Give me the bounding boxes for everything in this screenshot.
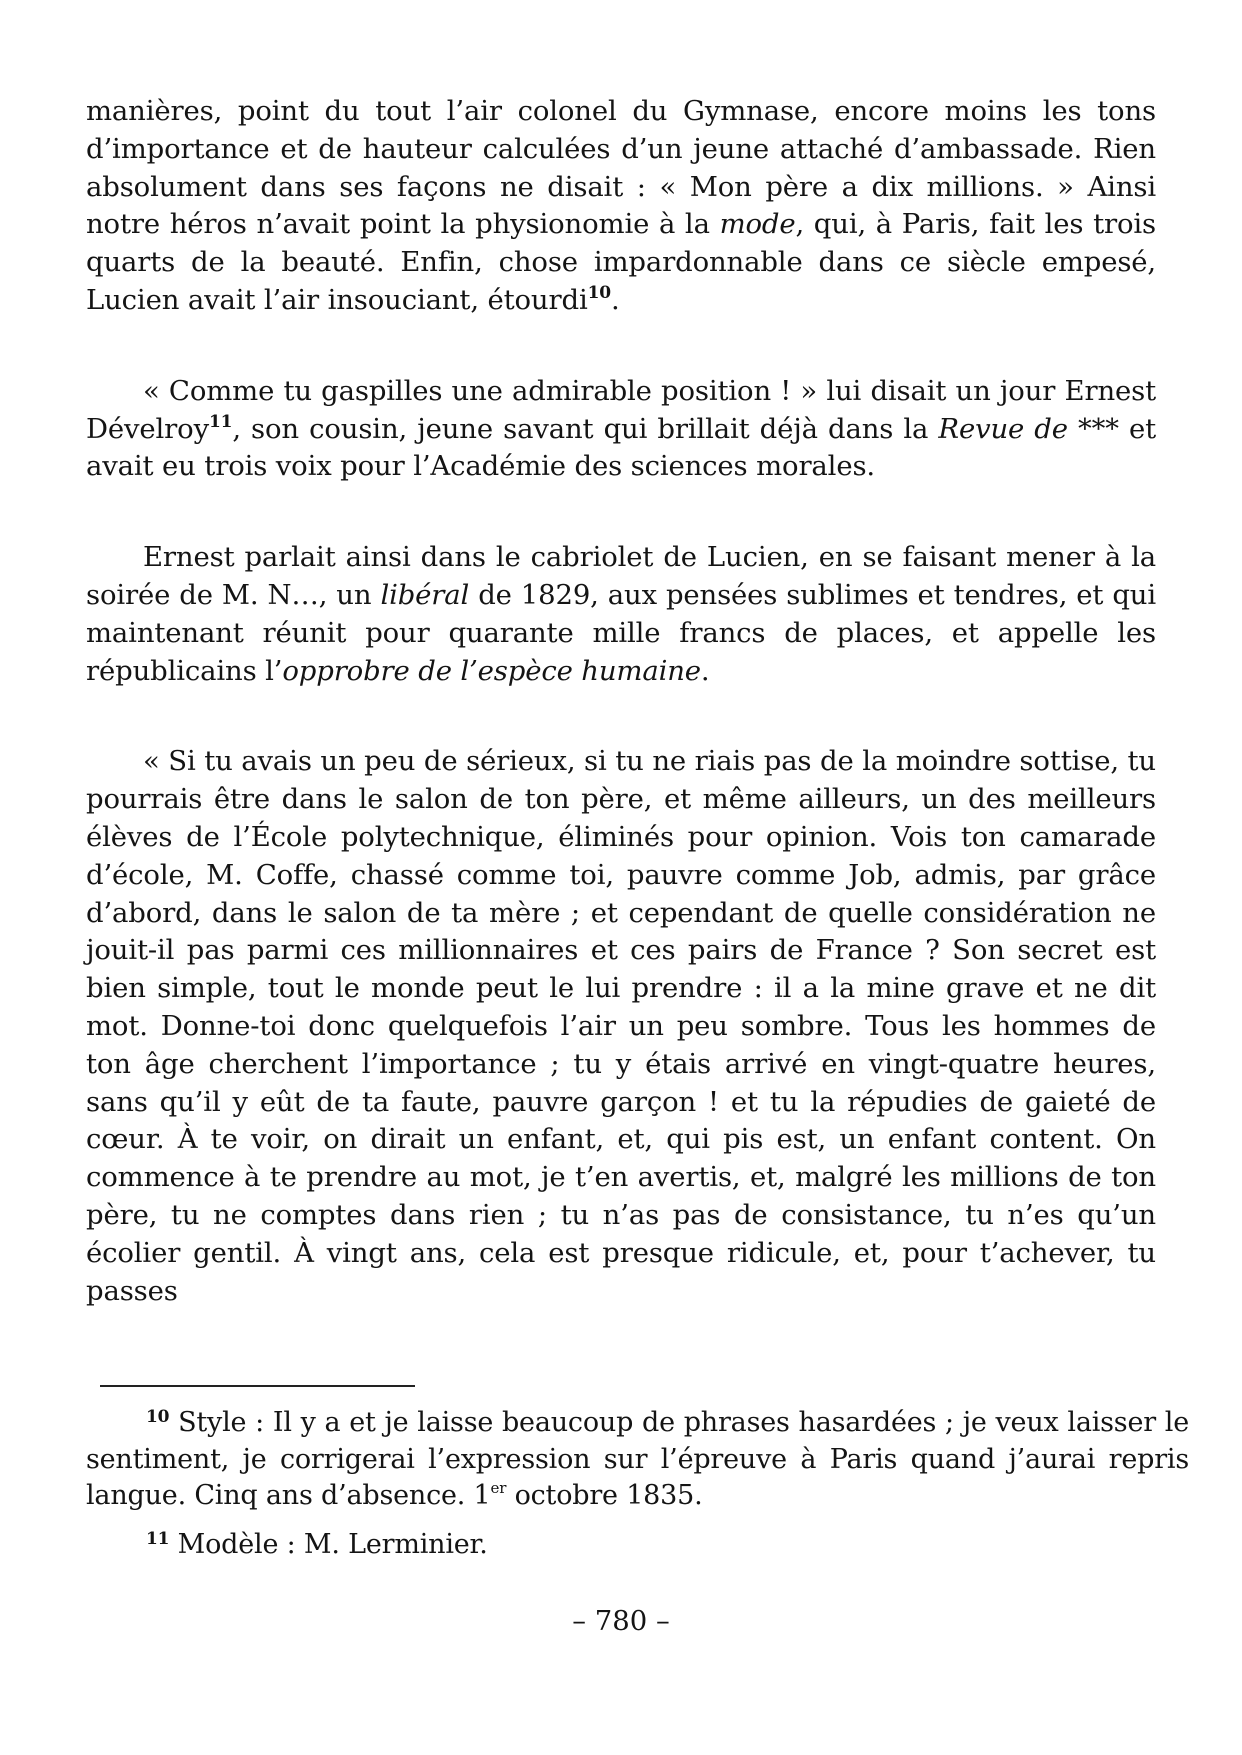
superscript: er [490, 1479, 507, 1497]
footnotes [86, 1405, 1189, 1563]
footnote: $^{11}$ Modèle : M. Lerminier. [146, 1528, 488, 1560]
paragraph: manières, point du tout l’air colonel du Gymnase, encore moins les tons d’importance et de hauteur calculées d’un jeune attaché d’ambassade. Rien absolument dans ses façons ne disait : « Mon père a dix millions. » Ainsi notre héros n’avait point la physionomie à la mode, qui, à Paris, fait les trois quarts de la beauté. Enfin, chose impardonnable dans ce siècle empesé, Lucien avait l’air insouciant, étourdi$^{10}$. [86, 95, 1156, 316]
footnote-number: 11 [146, 1528, 170, 1549]
italic-text: Revue de [938, 412, 1068, 445]
paragraph: « Si tu avais un peu de sérieux, si tu ne riais pas de la moindre sottise, tu pourrais être dans le salon de ton père, et même ailleurs, un des meilleurs élèves de l’École polytechnique, éliminés pour opinion. Vois ton camarade d’école, M. Coffe, chassé comme toi, pauvre comme Job, admis, par grâce d’abord, dans le salon de ta mère ; et cependant de quelle considération ne jouit-il pas parmi ces millionnaires et ces pairs de France ? Son secret est bien simple, tout le monde peut le lui prendre : il a la mine grave et ne dit mot. Donne-toi donc quelquefois l’air un peu sombre. Tous les hommes de ton âge cherchent l’importance ; tu y étais arrivé en vingt-quatre heures, sans qu’il y eût de ta faute, pauvre garçon ! et tu la répudies de gaieté de cœur. À te voir, on dirait un enfant, et, qui pis est, un enfant content. On commence à te prendre au mot, je t’en avertis, et, malgré les millions de ton père, tu ne comptes dans rien ; tu n’as pas de consistance, tu n’es qu’un écolier gentil. À vingt ans, cela est presque ridicule, et, pour t’achever, tu passes [86, 745, 1156, 1307]
italic-text: mode [719, 208, 796, 241]
paragraph: Ernest parlait ainsi dans le cabriolet de Lucien, en se faisant mener à la soirée de M. N…, un libéral de 1829, aux pensées sublimes et tendres, et qui maintenant réunit pour quarante mille francs de places, et appelle les républicains l’opprobre de l’espèce humaine. [86, 541, 1156, 687]
italic-text: libéral [380, 578, 470, 611]
italic-text: opprobre de l’espèce humaine [282, 654, 701, 687]
page-number: – 780 – [572, 1605, 670, 1637]
footnote-number: 10 [146, 1407, 170, 1427]
footnote-reference[interactable]: 10 [587, 282, 611, 303]
footnote-separator [100, 1385, 415, 1387]
footnote: $^{10}$ Style : Il y a et je laisse beaucoup de phrases hasardées ; je veux laisser le sentiment, je corrigerai l’expression sur l’épreuve à Paris quand j’aurai repris langue. Cinq ans d’absence. 1er octobre 1835. [86, 1407, 1189, 1511]
footnote-reference[interactable]: 11 [208, 411, 233, 432]
paragraph: « Comme tu gaspilles une admirable position ! » lui disait un jour Ernest Dévelroy$^{11}$, son cousin, jeune savant qui brillait déjà dans la Revue de *** et avait eu trois voix pour l’Académie des sciences morales. [86, 374, 1156, 483]
page-body [86, 93, 1156, 1310]
